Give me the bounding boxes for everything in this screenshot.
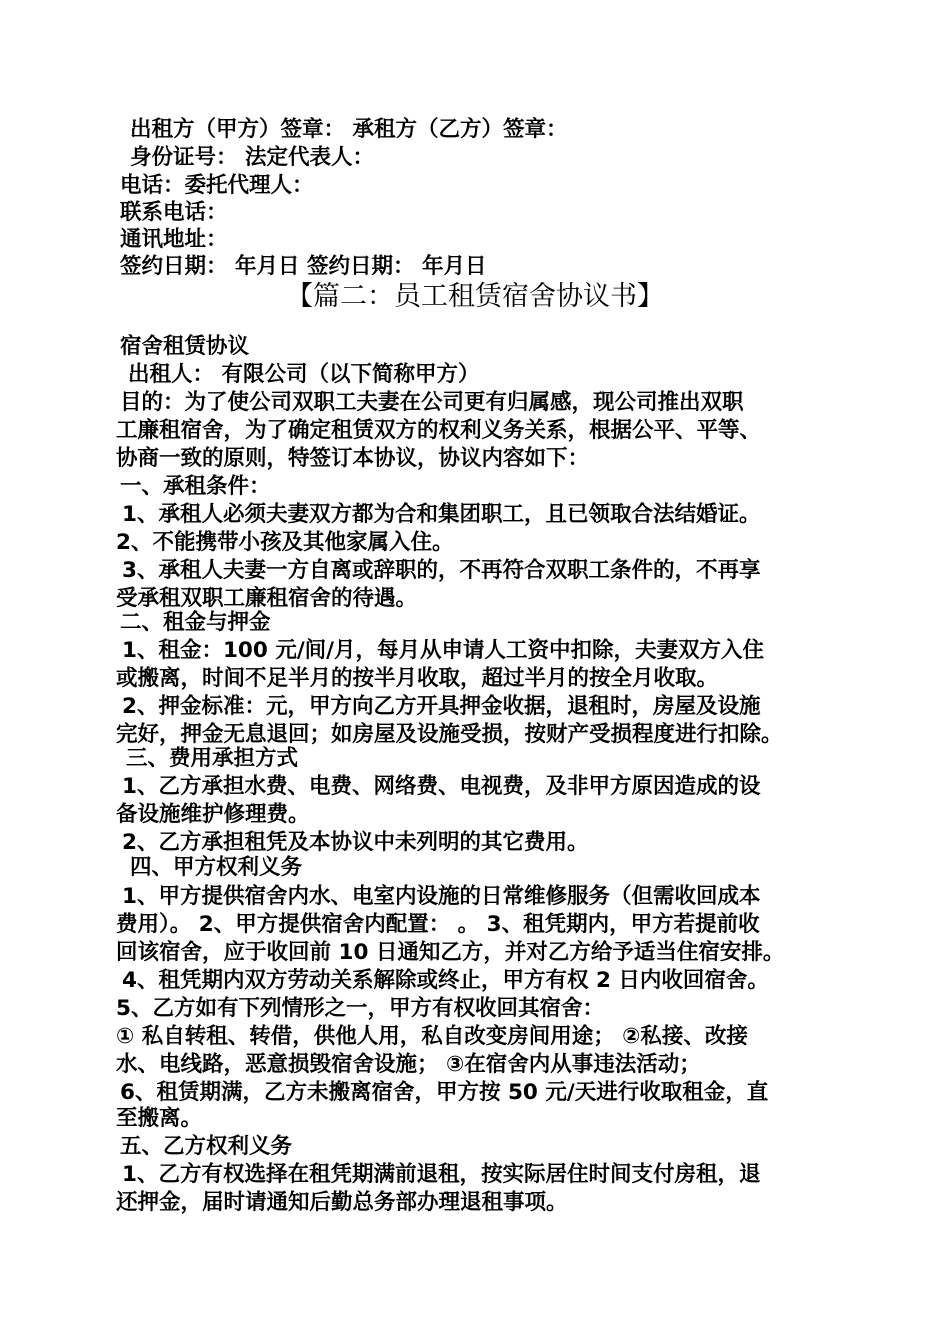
body-line: 费用）。 2、甲方提供宿舍内配置： 。 3、租凭期内，甲方若提前收	[116, 912, 760, 937]
body-line: 或搬离，时间不足半月的按半月收取，超过半月的按全月收取。	[116, 666, 719, 691]
signature-line-6: 签约日期： 年月日 签约日期： 年月日	[120, 254, 487, 279]
body-line: 还押金，届时请通知后勤总务部办理退租事项。	[116, 1190, 568, 1215]
signature-line-3: 电话：委托代理人：	[120, 173, 314, 198]
body-line: 二、租金与押金	[120, 610, 271, 635]
body-line: 1、租金：100 元/间/月，每月从申请人工资中扣除，夫妻双方入住	[122, 638, 765, 663]
body-line: 1、乙方承担水费、电费、网络费、电视费，及非甲方原因造成的设	[122, 774, 761, 799]
body-line: 6、租赁期满，乙方未搬离宿舍，甲方按 50 元/天进行收取租金，直	[120, 1080, 769, 1105]
body-line: 工廉租宿舍，为了确定租赁双方的权利义务关系，根据公平、平等、	[116, 418, 762, 443]
signature-line-4: 联系电话：	[120, 200, 228, 225]
signature-line-1: 出租方（甲方）签章： 承租方（乙方）签章：	[130, 117, 568, 142]
body-line: 至搬离。	[116, 1106, 203, 1131]
body-line: 1、甲方提供宿舍内水、电室内设施的日常维修服务（但需收回成本	[122, 884, 761, 909]
body-line: 2、不能携带小孩及其他家属入住。	[116, 530, 454, 555]
body-line: 宿舍租赁协议	[120, 334, 250, 359]
body-line: 受承租双职工廉租宿舍的待遇。	[116, 586, 418, 611]
body-line: 4、租凭期内双方劳动关系解除或终止，甲方有权 2 日内收回宿舍。	[122, 968, 769, 993]
body-line: 三、费用承担方式	[126, 746, 299, 771]
body-line: 出租人： 有限公司（以下简称甲方）	[128, 362, 480, 387]
body-line: 5、乙方如有下列情形之一，甲方有权收回其宿舍：	[116, 996, 604, 1021]
body-line: 四、甲方权利义务	[130, 855, 303, 880]
body-line: 水、电线路，恶意损毁宿舍设施； ③在宿舍内从事违法活动；	[116, 1052, 701, 1077]
body-line: 2、乙方承担租凭及本协议中未列明的其它费用。	[122, 830, 589, 855]
body-line: 回该宿舍，应于收回前 10 日通知乙方，并对乙方给予适当住宿安排。	[116, 940, 785, 965]
body-line: ① 私自转租、转借，供他人用，私自改变房间用途； ②私接、改接	[116, 1024, 748, 1049]
signature-line-2: 身份证号： 法定代表人：	[130, 145, 374, 170]
body-line: 1、承租人必须夫妻双方都为合和集团职工，且已领取合法结婚证。	[122, 502, 761, 527]
body-line: 目的：为了使公司双职工夫妻在公司更有归属感，现公司推出双职	[120, 390, 744, 415]
body-line: 完好，押金无息退回；如房屋及设施受损，按财产受损程度进行扣除。	[116, 722, 783, 747]
body-line: 五、乙方权利义务	[120, 1134, 293, 1159]
body-line: 3、承租人夫妻一方自离或辞职的，不再符合双职工条件的，不再享	[122, 558, 761, 583]
body-line: 一、承租条件：	[120, 474, 271, 499]
section-title: 【篇二：员工租赁宿舍协议书】	[286, 281, 664, 312]
body-line: 1、乙方有权选择在租凭期满前退租，按实际居住时间支付房租，退	[122, 1162, 761, 1187]
body-line: 协商一致的原则，特签订本协议，协议内容如下：	[116, 446, 590, 471]
body-line: 2、押金标准：元，甲方向乙方开具押金收据，退租时，房屋及设施	[122, 694, 761, 719]
signature-line-5: 通讯地址：	[120, 227, 228, 252]
body-line: 备设施维护修理费。	[116, 802, 310, 827]
